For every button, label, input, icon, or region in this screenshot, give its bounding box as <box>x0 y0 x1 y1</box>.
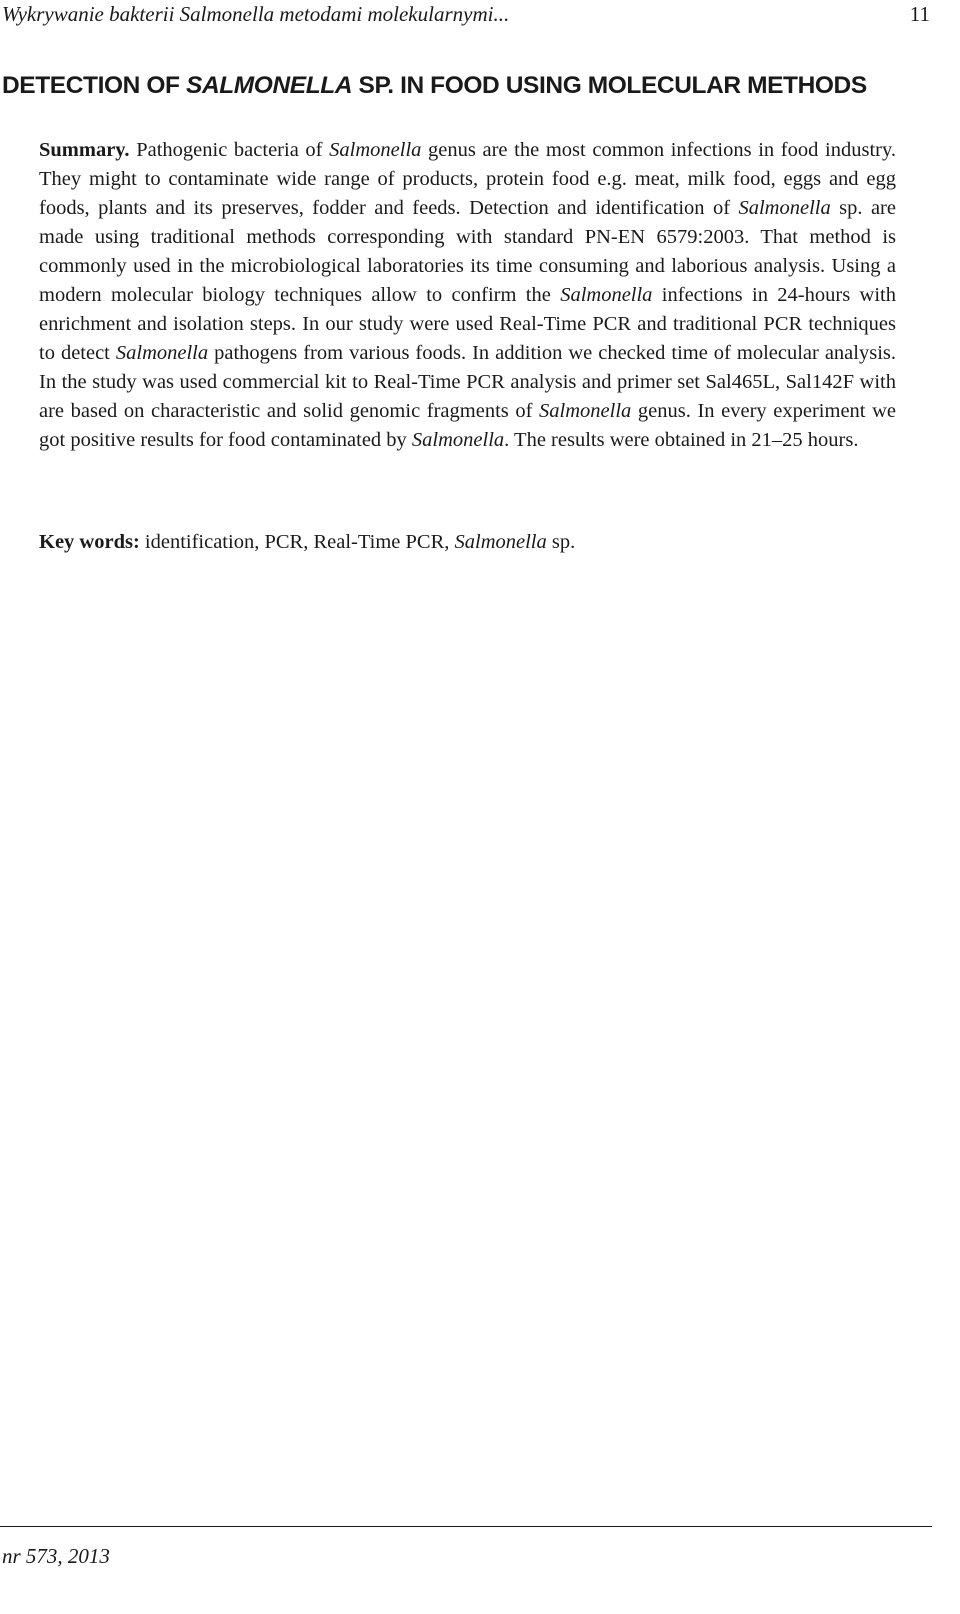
title-part: SP. IN FOOD USING MOLECULAR METHODS <box>352 72 867 99</box>
genus-name: Salmonella <box>329 139 422 161</box>
keywords-tail: sp. <box>546 531 576 553</box>
genus-name: Salmonella <box>411 429 505 451</box>
summary-text: pathogens from various foods. In addition we checked time of molecular analysis. In the study was used commercial kit to Real-Time PCR analysis and primer set Sal465L, Sal142F with are based on characteristic and solid genomic fragments of <box>39 342 896 422</box>
title-part: DETECTION OF <box>2 72 186 99</box>
keywords-genus: Salmonella <box>454 531 547 553</box>
page-number: 11 <box>909 2 930 26</box>
running-title: Wykrywanie bakterii Salmonella metodami molekularnymi... <box>2 2 510 26</box>
genus-name: Salmonella <box>738 197 831 219</box>
running-header <box>2 0 930 30</box>
summary-text: . The results were obtained in 21–25 hours. <box>504 429 859 451</box>
footer-divider <box>0 1526 932 1527</box>
article-title <box>2 70 942 102</box>
genus-name: Salmonella <box>115 342 209 364</box>
footer-issue: nr 573, 2013 <box>2 1544 110 1568</box>
genus-name: Salmonella <box>539 400 632 422</box>
keywords-text: identification, PCR, Real-Time PCR, <box>139 531 455 553</box>
genus-name: Salmonella <box>560 284 653 306</box>
keywords-line <box>39 528 896 557</box>
summary-text: sp. are made using traditional methods corresponding with standard PN-EN 6579:2003. That method is commonly used in the microbiological laboratories its time consuming and laborious analysis. Using a modern molecular biology techniques allow to confirm the <box>39 197 896 306</box>
summary-text: genus. In every experiment we got positive results for food contaminated by <box>39 400 897 451</box>
title-genus: SALMONELLA <box>186 72 353 99</box>
summary-text: infections in 24-hours with enrichment and isolation steps. In our study were used Real-Time PCR and traditional PCR techniques to detect <box>39 284 896 364</box>
summary-label: Summary. <box>39 139 130 161</box>
summary-text: genus are the most common infections in food industry. They might to contaminate wide range of products, protein food e.g. meat, milk food, eggs and egg foods, plants and its preserves, fodder and feeds. Detection and identification of <box>39 139 897 219</box>
keywords-label: Key words: <box>39 531 140 553</box>
summary-text: Pathogenic bacteria of <box>129 139 330 161</box>
summary-paragraph <box>39 136 896 455</box>
